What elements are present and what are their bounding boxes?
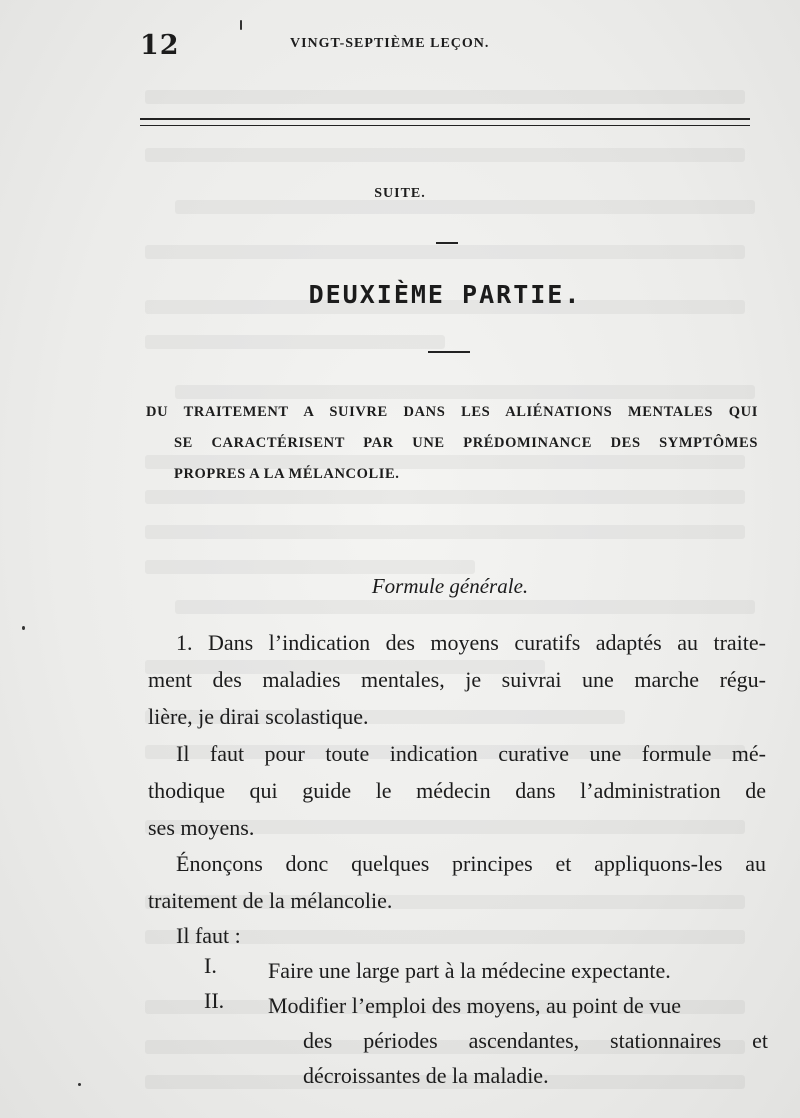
paragraph-line: lière, je dirai scolastique. <box>148 704 369 729</box>
list-item-line: Modifier l’emploi des moyens, au point de vue <box>268 993 682 1018</box>
running-head: VINGT-SEPTIÈME LEÇON. <box>290 36 490 51</box>
paragraph-line: Il faut : <box>176 923 241 948</box>
paragraph-line: Il faut pour toute indication curative une formule mé- <box>176 741 766 766</box>
principles-list <box>148 953 768 1093</box>
list-item <box>148 953 768 988</box>
list-item <box>148 988 768 1093</box>
formula-heading: Formule générale. <box>371 574 529 598</box>
header-double-rule <box>140 118 750 126</box>
paragraph-line: ses moyens. <box>148 815 255 840</box>
list-numeral: I. <box>204 953 217 978</box>
part-title: DEUXIÈME PARTIE. <box>308 280 582 309</box>
paragraph-4 <box>148 917 766 954</box>
separator-dash-bottom <box>428 351 470 353</box>
suite-label: SUITE. <box>374 186 426 201</box>
paragraph-line: thodique qui guide le médecin dans l’administration de <box>148 778 766 803</box>
paragraph-line: 1. Dans l’indication des moyens curatifs adaptés au traite- <box>176 630 766 655</box>
ink-speck <box>22 626 25 630</box>
page-number: 12 <box>140 30 180 61</box>
list-numeral: II. <box>204 988 225 1013</box>
list-item-line: Faire une large part à la médecine expectante. <box>268 958 671 983</box>
list-item-line: décroissantes de la maladie. <box>303 1063 549 1088</box>
subtitle-line: DU TRAITEMENT A SUIVRE DANS LES ALIÉNATIONS MENTALES QUI <box>146 404 758 420</box>
paragraph-line: traitement de la mélancolie. <box>148 888 393 913</box>
paragraph-line: Énonçons donc quelques principes et appliquons-les au <box>176 851 766 876</box>
subtitle-line: SE CARACTÉRISENT PAR UNE PRÉDOMINANCE DES SYMPTÔMES <box>174 435 758 451</box>
ink-speck <box>240 20 242 30</box>
paragraph-2 <box>148 735 766 846</box>
list-item-line: des périodes ascendantes, stationnaires et <box>303 1028 768 1053</box>
paragraph-1 <box>148 624 766 735</box>
separator-dash-top <box>436 242 458 244</box>
paragraph-3 <box>148 845 766 919</box>
ink-speck <box>78 1083 81 1086</box>
paragraph-line: ment des maladies mentales, je suivrai une marche régu- <box>148 667 766 692</box>
section-subtitle <box>146 397 758 490</box>
subtitle-line: PROPRES A LA MÉLANCOLIE. <box>174 466 400 482</box>
